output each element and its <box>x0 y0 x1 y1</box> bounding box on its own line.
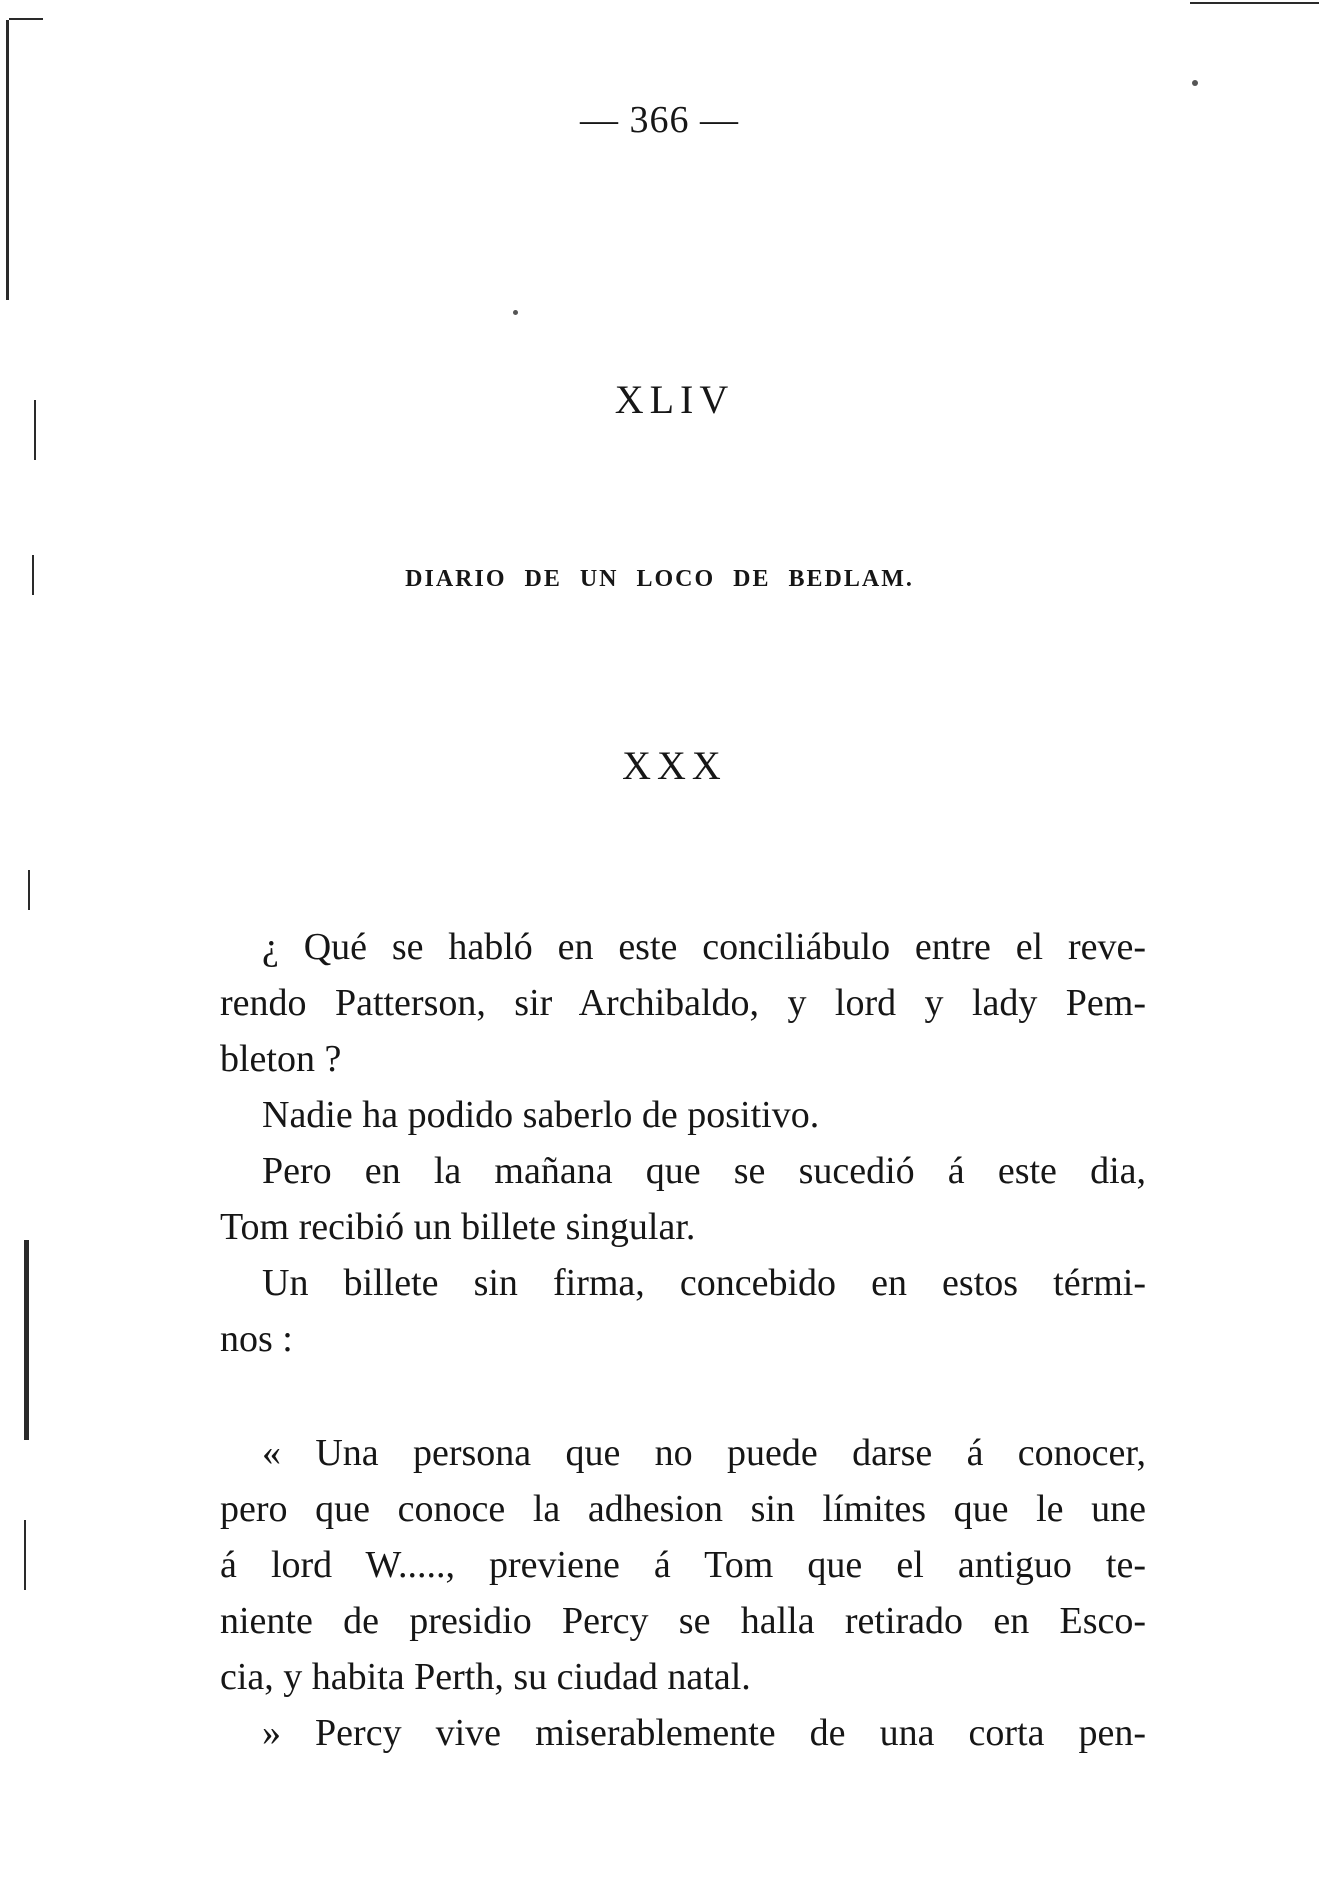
scan-speck <box>1192 80 1198 86</box>
text-line: Un billete sin firma, concebido en estos térmi- <box>262 1262 1146 1304</box>
text-line: cia, y habita Perth, su ciudad natal. <box>220 1656 751 1698</box>
text-line: » Percy vive miserablemente de una corta pen- <box>262 1712 1146 1754</box>
scan-edge-mark <box>24 1240 29 1440</box>
page-number: — 366 — <box>580 99 739 141</box>
text-line: niente de presidio Percy se halla retirado en Esco- <box>220 1600 1146 1642</box>
scan-edge-mark <box>24 1520 26 1590</box>
text-line: rendo Patterson, sir Archibaldo, y lord y lady Pem- <box>220 982 1146 1024</box>
text-line: Tom recibió un billete singular. <box>220 1206 696 1248</box>
scan-edge-mark <box>28 870 30 910</box>
scan-edge-mark <box>6 20 9 300</box>
scan-speck <box>513 310 518 315</box>
chapter-heading: XLIV <box>614 377 735 422</box>
text-line: ¿ Qué se habló en este conciliábulo entre el reve- <box>262 926 1146 968</box>
subchapter-heading: XXX <box>622 743 727 788</box>
scan-edge-mark <box>9 18 43 20</box>
text-line: nos : <box>220 1318 293 1360</box>
scan-edge-mark <box>1190 2 1319 4</box>
text-line: pero que conoce la adhesion sin límites que le une <box>220 1488 1146 1530</box>
text-line: Nadie ha podido saberlo de positivo. <box>262 1094 820 1136</box>
text-line: bleton ? <box>220 1038 342 1080</box>
section-title: DIARIO DE UN LOCO DE BEDLAM. <box>405 566 914 592</box>
text-line: á lord W....., previene á Tom que el antiguo te- <box>220 1544 1146 1586</box>
text-line: « Una persona que no puede darse á conocer, <box>262 1432 1146 1474</box>
text-line: Pero en la mañana que se sucedió á este dia, <box>262 1150 1146 1192</box>
